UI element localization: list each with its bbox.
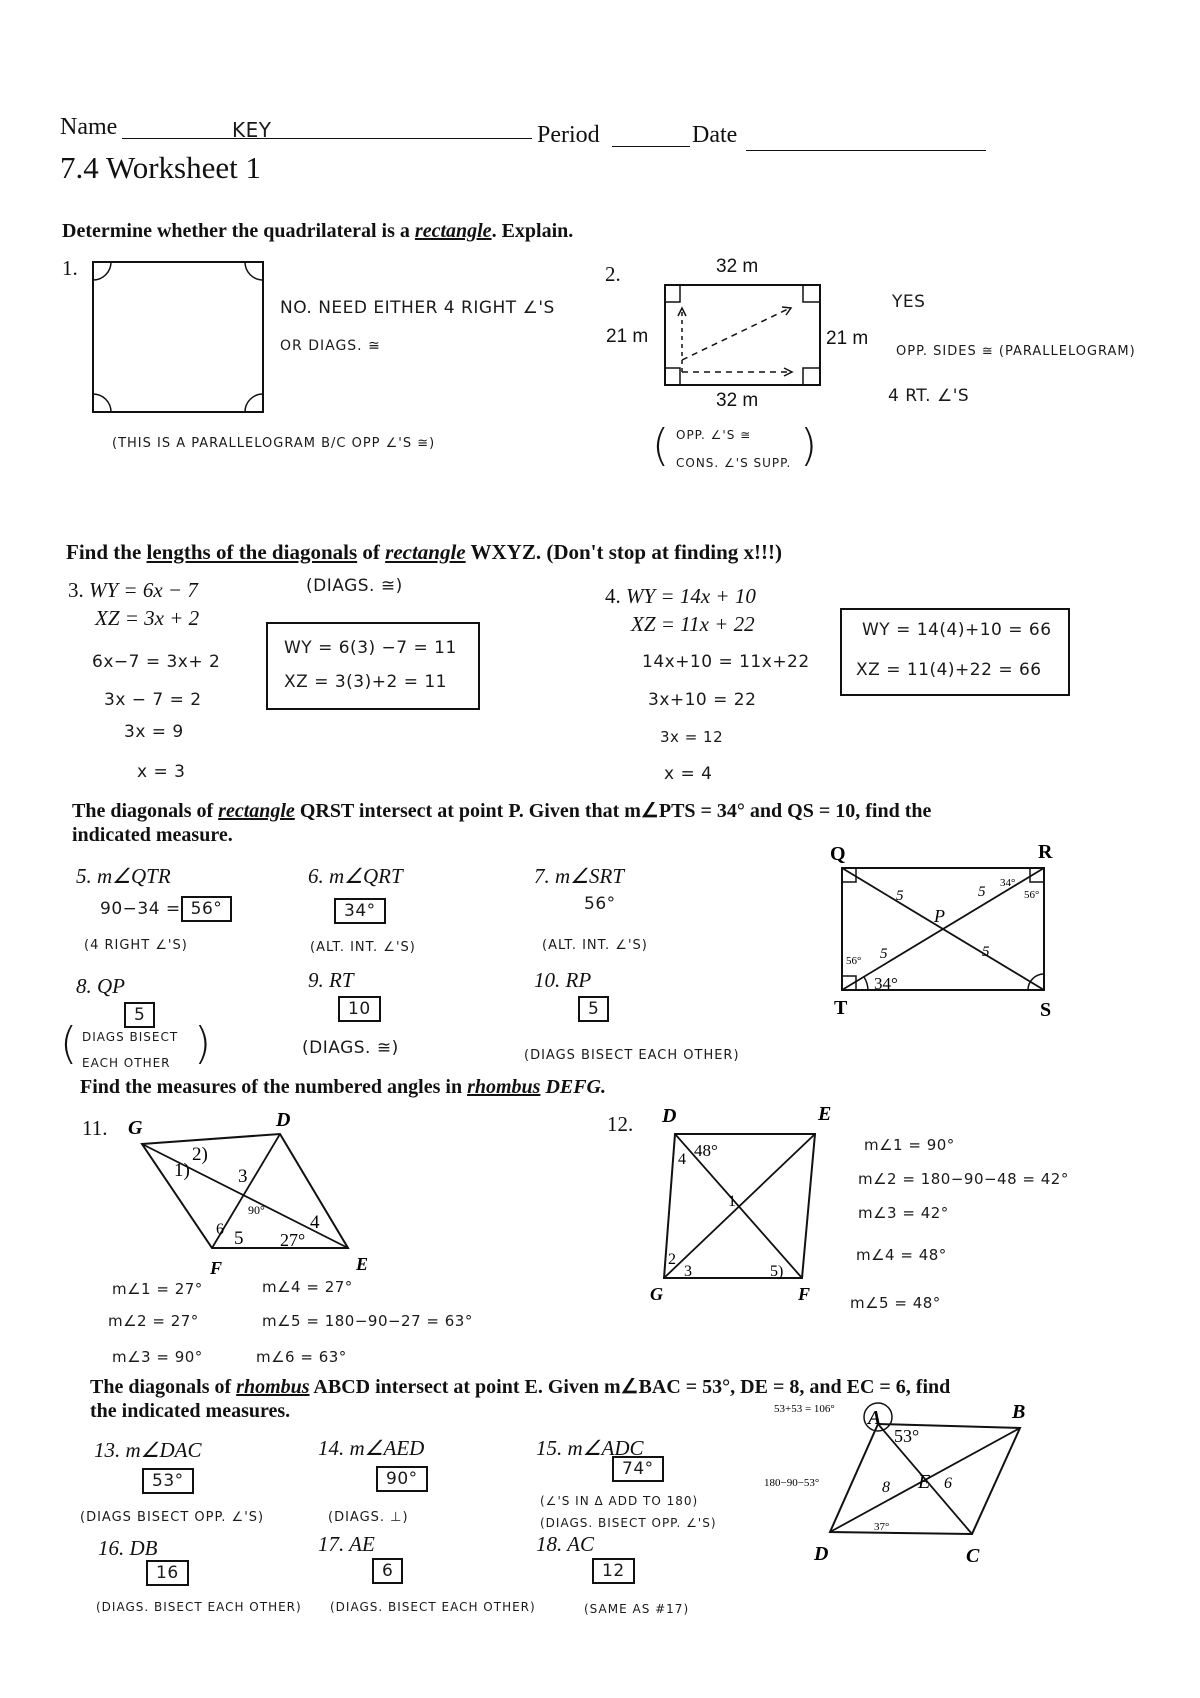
p8-reason1: DIAGS BISECT — [82, 1030, 179, 1044]
vertex-e-label-12: E — [818, 1103, 832, 1125]
p6-label: 6. m∠QRT — [308, 864, 403, 888]
angle-37-label: 37° — [874, 1521, 890, 1533]
vertex-c-label: C — [966, 1545, 980, 1567]
p12-number: 12. — [607, 1112, 634, 1136]
section2-instruction: Find the lengths of the diagonals of rectangle WXYZ. (Don't stop at finding x!!!) — [66, 540, 783, 564]
p4-work-4: x = 4 — [664, 764, 713, 784]
vertex-d-label-12: D — [662, 1105, 677, 1127]
angle-2-label-12: 2 — [668, 1251, 676, 1268]
vertex-q-label: Q — [830, 843, 846, 865]
p2-figure — [660, 280, 825, 390]
segment-de-label: 8 — [882, 1479, 890, 1496]
angle-1-label-12: 1 — [728, 1193, 736, 1210]
vertex-f-label: F — [210, 1258, 223, 1278]
p16-answer: 16 — [146, 1560, 189, 1586]
p17-answer: 6 — [372, 1558, 403, 1584]
p10-label: 10. RP — [534, 968, 592, 992]
segment-tp-label: 5 — [880, 946, 888, 962]
p11-ans-3: m∠3 = 90° — [112, 1348, 203, 1366]
vertex-s-label: S — [1040, 999, 1052, 1021]
p3-box-line2: XZ = 3(3)+2 = 11 — [284, 672, 447, 692]
p3-box-line1: WY = 6(3) −7 = 11 — [284, 638, 457, 658]
p6-reason: (ALT. INT. ∠'S) — [310, 940, 416, 955]
p1-answer-line1: NO. NEED EITHER 4 RIGHT ∠'S — [280, 298, 555, 318]
p7-label: 7. m∠SRT — [534, 864, 624, 888]
rectangle-qrst-figure — [830, 841, 1060, 1021]
p3-work-2: 3x − 7 = 2 — [104, 690, 202, 710]
p17-label: 17. AE — [318, 1532, 375, 1556]
p1-answer-line2: OR DIAGS. ≅ — [280, 338, 381, 354]
p5-label: 5. m∠QTR — [76, 864, 171, 888]
p13-answer: 53° — [142, 1468, 194, 1494]
p3-work-1: 6x−7 = 3x+ 2 — [92, 652, 221, 672]
p12-ans-1: m∠1 = 90° — [864, 1136, 955, 1154]
rhombus-abcd-figure — [764, 1396, 1050, 1567]
vertex-r-label: R — [1038, 841, 1053, 863]
p2-note-line1: OPP. ∠'S ≅ — [676, 428, 752, 442]
p14-label: 14. m∠AED — [318, 1436, 425, 1460]
p8-paren-open: ( — [60, 1018, 78, 1069]
p2-answer-line2: OPP. SIDES ≅ (PARALLELOGRAM) — [896, 344, 1136, 359]
center-e-label: E — [918, 1471, 931, 1493]
p15-answer: 74° — [612, 1456, 664, 1482]
p4-box-line1: WY = 14(4)+10 = 66 — [862, 620, 1052, 640]
name-line — [122, 138, 532, 139]
section3-instruction: The diagonals of rectangle QRST intersect at point P. Given that m∠PTS = 34° and QS = 10, find the — [72, 800, 932, 822]
p18-reason: (SAME AS #17) — [584, 1602, 690, 1616]
p14-reason: (DIAGS. ⊥) — [328, 1510, 409, 1525]
vertex-d-label-abcd: D — [814, 1543, 829, 1565]
vertex-a-label: A — [868, 1407, 882, 1429]
center-p-label: P — [934, 906, 945, 926]
p9-label: 9. RT — [308, 968, 354, 992]
segment-sp-label: 5 — [982, 944, 990, 960]
p2-left-length: 21 m — [606, 326, 649, 347]
worksheet-title: 7.4 Worksheet 1 — [60, 150, 261, 185]
p2-top-length: 32 m — [716, 256, 759, 277]
angle-90-label: 90° — [248, 1203, 265, 1217]
p6-answer: 34° — [334, 898, 386, 924]
angle-1-label: 1) — [174, 1160, 190, 1181]
date-label: Date — [692, 122, 738, 148]
p3-given2: XZ = 3x + 2 — [95, 606, 200, 630]
p15-reason1: (∠'S IN Δ ADD TO 180) — [540, 1494, 699, 1508]
p2-right-length: 21 m — [826, 328, 869, 349]
p11-ans-4: m∠4 = 27° — [262, 1278, 353, 1296]
segment-ec-label: 6 — [944, 1475, 952, 1492]
p16-reason: (DIAGS. BISECT EACH OTHER) — [96, 1600, 302, 1614]
vertex-g-label: G — [128, 1117, 143, 1139]
date-line — [746, 150, 986, 151]
angle-27-label: 27° — [280, 1230, 306, 1250]
p11-ans-6: m∠6 = 63° — [256, 1348, 347, 1366]
p1-figure — [88, 256, 268, 416]
p5-reason: (4 RIGHT ∠'S) — [84, 938, 188, 953]
rhombus-defg-figure-11 — [120, 1109, 370, 1278]
angle-4-label: 4 — [310, 1212, 320, 1233]
p2-note-paren-open: ( — [652, 420, 670, 471]
p18-label: 18. AC — [536, 1532, 594, 1556]
p3-work-4: x = 3 — [137, 762, 186, 782]
p8-label: 8. QP — [76, 974, 125, 998]
angle-48-label: 48° — [694, 1141, 718, 1160]
p4-answer-box — [840, 608, 1070, 696]
name-value: KEY — [232, 118, 272, 142]
p14-answer: 90° — [376, 1466, 428, 1492]
p9-answer: 10 — [338, 996, 381, 1022]
p3-given1: 3. WY = 6x − 7 — [68, 578, 198, 602]
angle-5-label: 5 — [234, 1228, 244, 1249]
section5-instruction: The diagonals of rhombus ABCD intersect at point E. Given m∠BAC = 53°, DE = 8, and EC = 6, find — [90, 1376, 951, 1398]
section4-instruction: Find the measures of the numbered angles in rhombus DEFG. — [80, 1076, 607, 1098]
p2-note-line2: CONS. ∠'S SUPP. — [676, 456, 792, 470]
p15-label: 15. m∠ADC — [536, 1436, 644, 1460]
p11-ans-2: m∠2 = 27° — [108, 1312, 199, 1330]
p17-reason: (DIAGS. BISECT EACH OTHER) — [330, 1600, 536, 1614]
p2-note-paren-close: ) — [800, 420, 818, 471]
p12-ans-3: m∠3 = 42° — [858, 1204, 949, 1222]
p2-number: 2. — [605, 262, 621, 286]
work-note-2: 180−90−53° — [764, 1477, 820, 1489]
p2-answer-line1: YES — [892, 292, 926, 312]
angle-6-label: 6 — [216, 1221, 224, 1238]
p8-reason2: EACH OTHER — [82, 1056, 171, 1070]
p5-answer: 56° — [181, 896, 233, 922]
vertex-e-label: E — [356, 1254, 369, 1274]
p10-answer: 5 — [578, 996, 609, 1022]
p11-ans-1: m∠1 = 27° — [112, 1280, 203, 1298]
p8-paren-close: ) — [194, 1018, 212, 1069]
p12-ans-2: m∠2 = 180−90−48 = 42° — [858, 1170, 1069, 1188]
angle-4-label-12: 4 — [678, 1151, 686, 1168]
period-label: Period — [537, 122, 600, 148]
p18-answer: 12 — [592, 1558, 635, 1584]
angle-3-label-12: 3 — [684, 1263, 692, 1280]
angle-mark-r2: 56° — [1024, 889, 1040, 901]
p5-work: 90−34 = 56° — [100, 896, 232, 922]
name-label: Name — [60, 114, 118, 140]
p7-reason: (ALT. INT. ∠'S) — [542, 938, 648, 953]
p12-ans-4: m∠4 = 48° — [856, 1246, 947, 1264]
p2-answer-line3: 4 RT. ∠'S — [888, 386, 970, 406]
angle-53-label: 53° — [894, 1426, 920, 1446]
p11-ans-5: m∠5 = 180−90−27 = 63° — [262, 1312, 473, 1330]
p4-given1: 4. WY = 14x + 10 — [605, 584, 756, 608]
section5-instruction-line2: the indicated measures. — [90, 1400, 291, 1422]
section3-instruction-line2: indicated measure. — [72, 824, 233, 846]
p12-ans-5: m∠5 = 48° — [850, 1294, 941, 1312]
p2-bottom-length: 32 m — [716, 390, 759, 411]
p4-box-line2: XZ = 11(4)+22 = 66 — [856, 660, 1042, 680]
vertex-d-label: D — [276, 1109, 291, 1131]
p1-note: (THIS IS A PARALLELOGRAM B/C OPP ∠'S ≅) — [112, 436, 436, 451]
p13-label: 13. m∠DAC — [94, 1438, 202, 1462]
p15-reason2: (DIAGS. BISECT OPP. ∠'S) — [540, 1516, 717, 1530]
angle-5-label-12: 5) — [770, 1263, 784, 1280]
p4-work-1: 14x+10 = 11x+22 — [642, 652, 810, 672]
p16-label: 16. DB — [98, 1536, 158, 1560]
p9-reason: (DIAGS. ≅) — [302, 1038, 399, 1058]
p8-answer: 5 — [124, 1002, 155, 1028]
p1-number: 1. — [62, 256, 78, 280]
vertex-g-label-12: G — [650, 1284, 663, 1304]
rhombus-defg-figure-12 — [650, 1103, 850, 1304]
angle-mark-r1: 34° — [1000, 877, 1016, 889]
angle-mark-t: 56° — [846, 955, 862, 967]
p3-work-3: 3x = 9 — [124, 722, 184, 742]
vertex-t-label: T — [834, 997, 848, 1019]
p4-work-2: 3x+10 = 22 — [648, 690, 757, 710]
p7-answer: 56° — [584, 894, 616, 914]
angle-pts-label: 34° — [874, 974, 898, 993]
vertex-f-label-12: F — [798, 1284, 811, 1304]
p13-reason: (DIAGS BISECT OPP. ∠'S) — [80, 1510, 265, 1525]
work-note-1: 53+53 = 106° — [774, 1403, 835, 1415]
p10-reason: (DIAGS BISECT EACH OTHER) — [524, 1048, 740, 1063]
period-line — [612, 146, 690, 147]
p4-work-3: 3x = 12 — [660, 728, 724, 746]
section1-instruction: Determine whether the quadrilateral is a rectangle. Explain. — [62, 220, 574, 242]
segment-rp-label: 5 — [978, 884, 986, 900]
p11-number: 11. — [82, 1116, 108, 1140]
angle-3-label: 3 — [238, 1166, 248, 1187]
segment-qp-label: 5 — [896, 888, 904, 904]
angle-2-label: 2) — [192, 1144, 208, 1165]
section2-note: (DIAGS. ≅) — [306, 576, 403, 596]
p3-answer-box — [266, 622, 480, 710]
p4-given2: XZ = 11x + 22 — [631, 612, 755, 636]
vertex-b-label: B — [1012, 1401, 1026, 1423]
